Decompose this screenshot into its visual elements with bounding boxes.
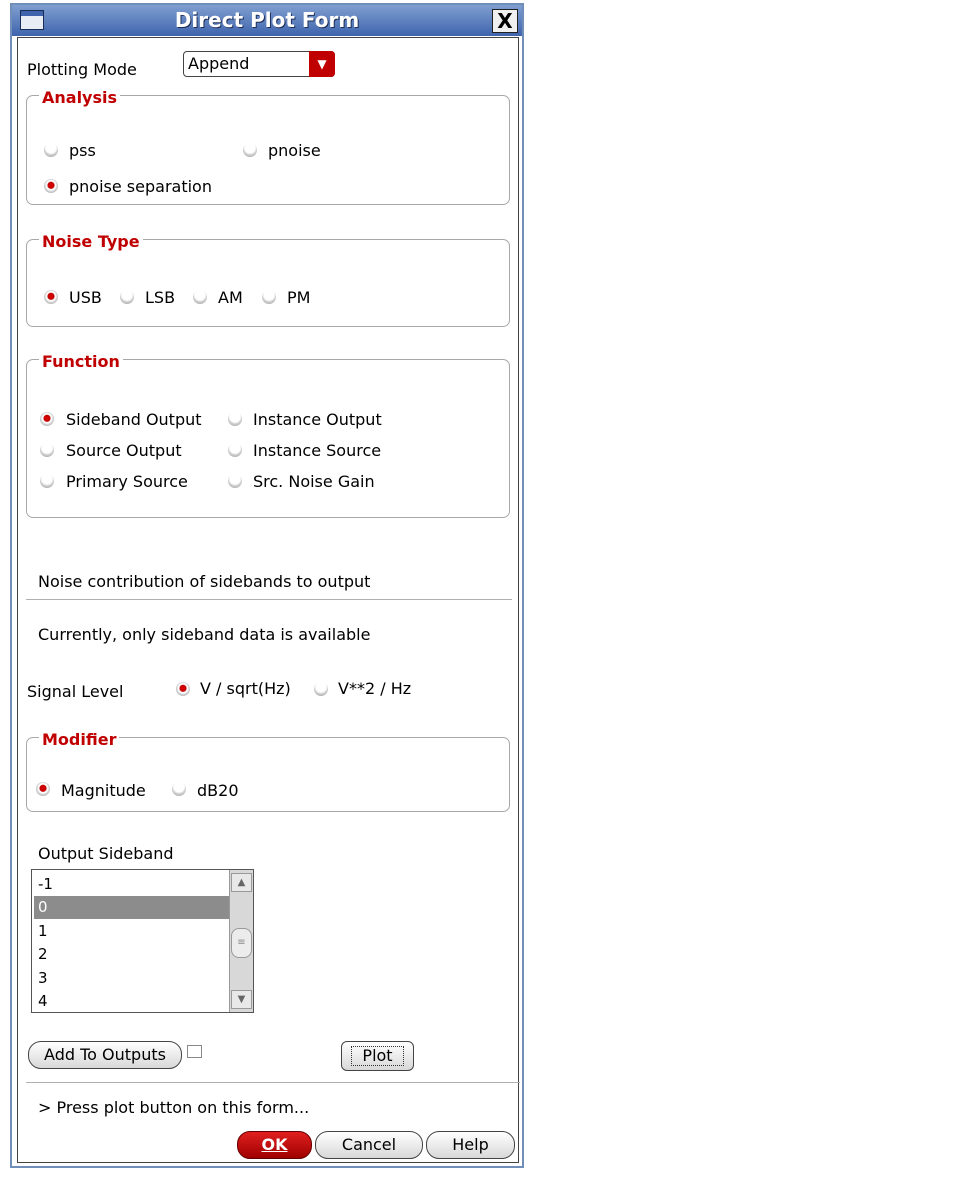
analysis-pss-label[interactable]: pss (69, 141, 96, 160)
analysis-group-title: Analysis (39, 89, 120, 107)
ok-label: OK (261, 1135, 288, 1154)
plotting-mode-label: Plotting Mode (27, 60, 137, 79)
function-group (26, 359, 510, 518)
list-item[interactable]: 3 (38, 969, 48, 987)
window-title: Direct Plot Form (174, 8, 360, 32)
analysis-pnoise-label[interactable]: pnoise (268, 141, 321, 160)
function-description: Noise contribution of sidebands to output (38, 572, 371, 591)
function-source-output-label[interactable]: Source Output (66, 441, 182, 460)
noise-am-label[interactable]: AM (218, 288, 243, 307)
modifier-db20-label[interactable]: dB20 (197, 781, 239, 800)
output-sideband-label: Output Sideband (38, 844, 174, 863)
analysis-pnoise-separation-label[interactable]: pnoise separation (69, 177, 212, 196)
noise-usb-label[interactable]: USB (69, 288, 102, 307)
signal-v2-hz-label[interactable]: V**2 / Hz (338, 679, 412, 698)
function-instance-output-label[interactable]: Instance Output (253, 410, 382, 429)
scroll-thumb[interactable]: ≡ (231, 928, 252, 958)
add-to-outputs-checkbox[interactable] (187, 1045, 202, 1058)
ok-button[interactable] (237, 1131, 312, 1159)
function-sideband-output-radio[interactable] (40, 412, 54, 426)
list-item[interactable]: -1 (38, 875, 53, 893)
modifier-db20-radio[interactable] (172, 782, 186, 796)
output-sideband-list[interactable] (31, 869, 254, 1013)
noise-lsb-label[interactable]: LSB (145, 288, 176, 307)
status-message: > Press plot button on this form... (38, 1098, 310, 1117)
function-instance-output-radio[interactable] (228, 412, 242, 426)
signal-level-label: Signal Level (27, 682, 124, 701)
function-group-title: Function (39, 353, 123, 371)
noise-pm-radio[interactable] (262, 290, 276, 304)
modifier-magnitude-label[interactable]: Magnitude (61, 781, 146, 800)
noise-type-group-title: Noise Type (39, 233, 143, 251)
function-src-noise-gain-radio[interactable] (228, 474, 242, 488)
chevron-down-icon[interactable]: ▼ (309, 51, 335, 77)
list-item[interactable]: 0 (34, 896, 230, 919)
analysis-pnoise-radio[interactable] (243, 143, 257, 157)
scroll-down-icon[interactable]: ▼ (231, 990, 252, 1009)
analysis-pnoise-separation-radio[interactable] (44, 179, 58, 193)
noise-am-radio[interactable] (193, 290, 207, 304)
add-to-outputs-button[interactable]: Add To Outputs (28, 1041, 182, 1069)
function-primary-source-label[interactable]: Primary Source (66, 472, 188, 491)
function-instance-source-radio[interactable] (228, 443, 242, 457)
plotting-mode-select[interactable] (183, 51, 335, 77)
cancel-button[interactable]: Cancel (315, 1131, 423, 1159)
list-item[interactable]: 1 (38, 922, 48, 940)
signal-v-sqrt-hz-label[interactable]: V / sqrt(Hz) (200, 679, 291, 698)
list-scrollbar[interactable] (229, 870, 253, 1012)
plotting-mode-value: Append (188, 54, 250, 73)
noise-type-group (26, 239, 510, 327)
plot-button-label: Plot (351, 1046, 403, 1066)
function-primary-source-radio[interactable] (40, 474, 54, 488)
function-src-noise-gain-label[interactable]: Src. Noise Gain (253, 472, 375, 491)
noise-usb-radio[interactable] (44, 290, 58, 304)
function-sideband-output-label[interactable]: Sideband Output (66, 410, 202, 429)
analysis-pss-radio[interactable] (44, 143, 58, 157)
plot-button[interactable] (341, 1041, 414, 1071)
noise-pm-label[interactable]: PM (287, 288, 311, 307)
availability-note: Currently, only sideband data is available (38, 625, 371, 644)
divider (26, 1082, 520, 1083)
modifier-magnitude-radio[interactable] (36, 782, 50, 796)
function-source-output-radio[interactable] (40, 443, 54, 457)
list-item[interactable]: 4 (38, 992, 48, 1010)
signal-v2-hz-radio[interactable] (314, 682, 328, 696)
help-button[interactable]: Help (426, 1131, 515, 1159)
function-instance-source-label[interactable]: Instance Source (253, 441, 382, 460)
close-button[interactable]: X (492, 9, 518, 33)
divider (26, 599, 512, 600)
signal-v-sqrt-hz-radio[interactable] (176, 682, 190, 696)
noise-lsb-radio[interactable] (120, 290, 134, 304)
list-item[interactable]: 2 (38, 945, 48, 963)
scroll-up-icon[interactable]: ▲ (231, 873, 252, 892)
modifier-group-title: Modifier (39, 731, 119, 749)
